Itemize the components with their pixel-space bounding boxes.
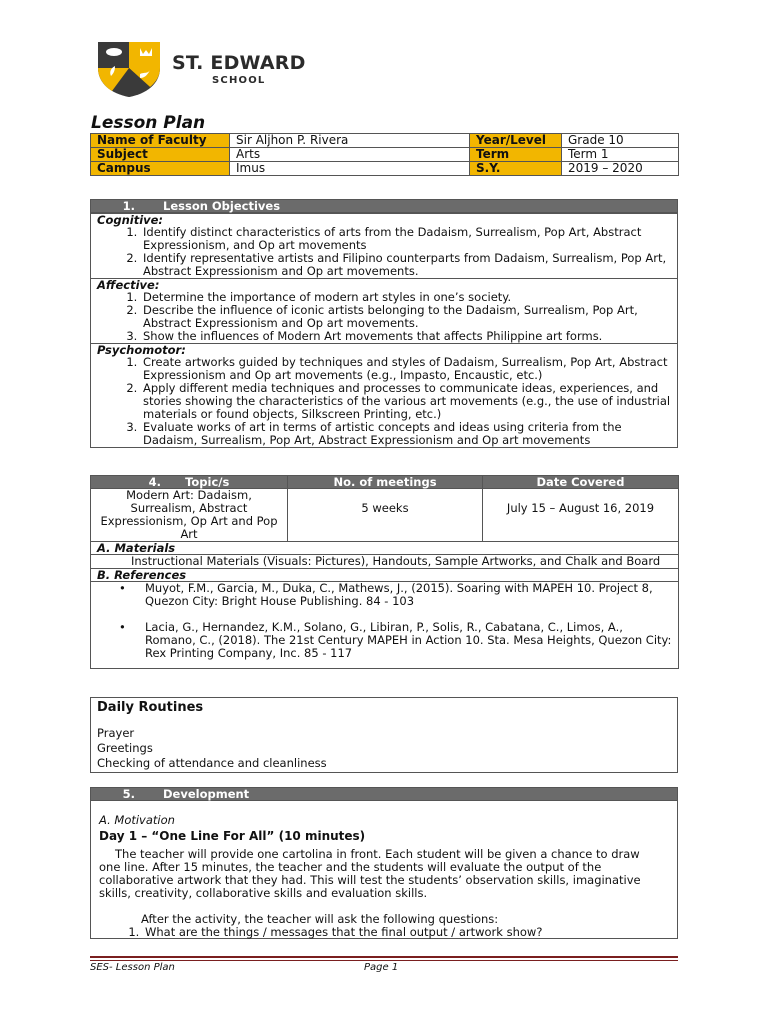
faculty-label: Name of Faculty: [91, 134, 230, 148]
affective-title: Affective:: [97, 278, 160, 292]
faculty-info-table: [90, 133, 679, 176]
list-item: 1. Create artworks guided by techniques and styles of Dadaism, Surrealism, Pop Art, Abstract Expressionism and Op art movements (e.g., Impasto, Encaustic, etc.): [141, 356, 677, 382]
date-header: Date Covered: [483, 476, 679, 489]
topics-number: 4.: [148, 475, 162, 489]
dates-value: July 15 – August 16, 2019: [483, 489, 679, 542]
topics-row: [91, 489, 679, 542]
psychomotor-title: Psychomotor:: [97, 343, 186, 357]
daily-routines-section: [90, 697, 678, 773]
activity-paragraph: The teacher will provide one cartolina in front. Each student will be given a chance to draw one line. After 15 minutes, the teacher and the students will evaluate the output of the collaborative artwork that they had. This will test the students’ observation skills, imaginative skills, creativity, collaborative skills and evaluation skills.: [99, 847, 641, 900]
footer-page-number: Page 1: [364, 962, 399, 973]
list-item: 2. Identify representative artists and Filipino counterparts from Dadaism, Surrealism, Pop Art, Abstract Expressionism and Op art movements.: [141, 252, 677, 278]
list-item: 3. Show the influences of Modern Art movements that affects Philippine art forms.: [141, 330, 677, 343]
development-title: Development: [163, 787, 250, 801]
motivation-label: A. Motivation: [99, 813, 175, 827]
info-row: [91, 148, 679, 162]
day-title: Day 1 – “One Line For All” (10 minutes): [99, 829, 366, 843]
development-body: [91, 814, 677, 939]
list-item: 1. Determine the importance of modern art styles in one’s society.: [141, 291, 677, 304]
sy-label: S.Y.: [470, 162, 562, 176]
footer-doc-label: SES- Lesson Plan: [90, 962, 175, 973]
cognitive-title: Cognitive:: [97, 213, 164, 227]
list-item: 3. Evaluate works of art in terms of artistic concepts and ideas using criteria from the Dadaism, Surrealism, Pop Art, Abstract Expressionism and Op art movements: [141, 421, 677, 447]
references-title-row: [91, 569, 679, 582]
term-value: Term 1: [562, 148, 679, 162]
materials-text: Instructional Materials (Visuals: Pictures), Handouts, Sample Artworks, and Chalk and Board: [91, 555, 679, 569]
topic-value: Modern Art: Dadaism, Surrealism, Abstract Expressionism, Op Art and Pop Art: [91, 489, 288, 542]
reference-item: • Lacia, G., Hernandez, K.M., Solano, G., Libiran, P., Solis, R., Cabatana, C., Limos, A., Romano, C., (2018). The 21st Century MAPEH in Action 10. Sta. Mesa Heights, Quezon City: Rex Printing Company, Inc. 85 - 117: [135, 621, 674, 660]
objectives-title: Lesson Objectives: [163, 199, 281, 213]
topics-header-row: [91, 476, 679, 489]
info-row: [91, 162, 679, 176]
question-item: 1. What are the things / messages that the final output / artwork show?: [143, 926, 669, 939]
term-label: Term: [470, 148, 562, 162]
sy-value: 2019 – 2020: [562, 162, 679, 176]
info-row: [91, 134, 679, 148]
psychomotor-section: [91, 343, 677, 447]
school-name: ST. EDWARD: [172, 52, 306, 74]
campus-value: Imus: [230, 162, 470, 176]
development-header: [91, 788, 677, 801]
development-section: [90, 787, 678, 939]
affective-section: [91, 278, 677, 343]
list-item: 1. Identify distinct characteristics of arts from the Dadaism, Surrealism, Pop Art, Abstract Expressionism, and Op art movements: [141, 226, 677, 252]
references-cell: [91, 582, 679, 669]
topics-col-title: Topic/s: [185, 475, 230, 489]
cognitive-section: [91, 213, 677, 278]
subject-label: Subject: [91, 148, 230, 162]
topics-header: [91, 476, 288, 489]
year-value: Grade 10: [562, 134, 679, 148]
routine-item: Greetings: [97, 741, 153, 755]
lesson-objectives-section: [90, 199, 678, 448]
school-subtitle: SCHOOL: [212, 75, 266, 86]
subject-value: Arts: [230, 148, 470, 162]
routine-item: Prayer: [97, 726, 135, 740]
footer-divider-thin: [90, 960, 678, 961]
materials-title: A. Materials: [91, 542, 679, 555]
footer-divider: [90, 956, 678, 958]
objectives-header: [91, 200, 677, 213]
meetings-value: 5 weeks: [288, 489, 483, 542]
topics-table: [90, 475, 679, 669]
after-activity-text: After the activity, the teacher will ask the following questions:: [141, 912, 499, 926]
page-title: Lesson Plan: [91, 113, 206, 133]
materials-title-row: [91, 542, 679, 555]
routine-item: Checking of attendance and cleanliness: [97, 756, 327, 770]
meetings-header: No. of meetings: [288, 476, 483, 489]
development-number: 5.: [122, 787, 135, 801]
campus-label: Campus: [91, 162, 230, 176]
reference-item: • Muyot, F.M., Garcia, M., Duka, C., Mathews, J., (2015). Soaring with MAPEH 10. Project 8, Quezon City: Bright House Publishing. 84 - 103: [135, 582, 674, 608]
year-label: Year/Level: [470, 134, 562, 148]
list-item: 2. Apply different media techniques and processes to communicate ideas, experiences, and stories showing the characteristics of the various art movements (e.g., the use of industrial materials or found objects, Silkscreen Printing, etc.): [141, 382, 677, 421]
faculty-value: Sir Aljhon P. Rivera: [230, 134, 470, 148]
references-row: [91, 582, 679, 669]
routines-title: Daily Routines: [97, 700, 204, 715]
materials-row: [91, 555, 679, 569]
school-crest-logo: [96, 38, 162, 98]
references-title: B. References: [91, 569, 679, 582]
list-item: 2. Describe the influence of iconic artists belonging to the Dadaism, Surrealism, Pop Art, Abstract Expressionism and Op art movements.: [141, 304, 677, 330]
objectives-number: 1.: [122, 199, 135, 213]
